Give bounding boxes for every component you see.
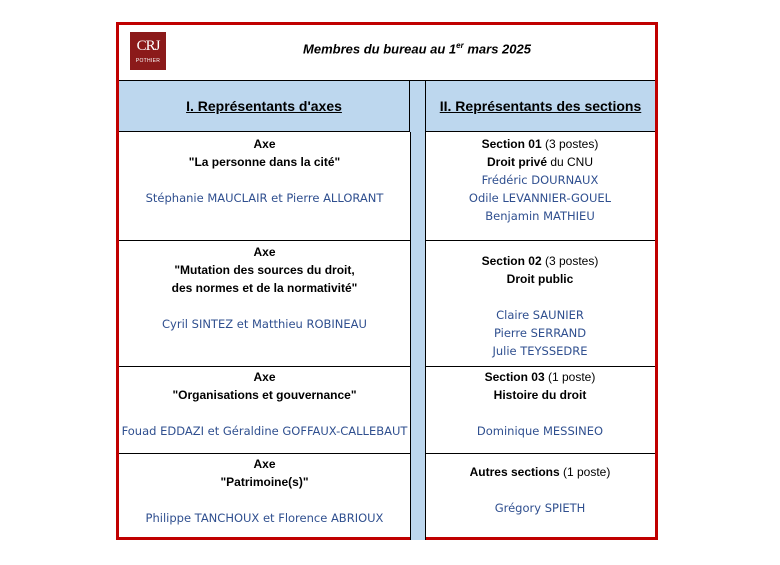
axe-cell: Axe "Mutation des sources du droit, des normes et de la normativité" Cyril SINTEZ et Matthieu ROBINEAU xyxy=(119,243,410,333)
axe-cell: Axe "La personne dans la cité" Stéphanie MAUCLAIR et Pierre ALLORANT xyxy=(119,135,410,207)
section-cell: Section 01 (3 postes) Droit privé du CNU Frédéric DOURNAUX Odile LEVANNIER-GOUEL Benjamin MATHIEU xyxy=(425,135,655,225)
axe-members: Fouad EDDAZI et Géraldine GOFFAUX-CALLEBAUT xyxy=(121,424,408,438)
page-title: Membres du bureau au 1er mars 2025 xyxy=(303,41,531,57)
bureau-table xyxy=(116,22,658,540)
row-divider xyxy=(425,240,655,241)
section-member: Claire SAUNIER xyxy=(496,308,584,322)
section-cell: Section 02 (3 postes) Droit public Claire SAUNIER Pierre SERRAND Julie TEYSSEDRE xyxy=(425,252,655,360)
axe-cell: Axe "Organisations et gouvernance" Fouad EDDAZI et Géraldine GOFFAUX-CALLEBAUT xyxy=(119,368,410,440)
section-cell: Autres sections (1 poste) Grégory SPIETH xyxy=(425,463,655,517)
row-divider xyxy=(119,240,410,241)
section-member: Dominique MESSINEO xyxy=(476,424,604,438)
row-divider xyxy=(119,453,410,454)
section-member: Frédéric DOURNAUX xyxy=(481,173,599,187)
section-member: Pierre SERRAND xyxy=(493,326,587,340)
axe-members: Philippe TANCHOUX et Florence ABRIOUX xyxy=(145,511,384,525)
row-divider xyxy=(425,453,655,454)
section-cell: Section 03 (1 poste) Histoire du droit Dominique MESSINEO xyxy=(425,368,655,440)
row-divider xyxy=(119,366,410,367)
axe-cell: Axe "Patrimoine(s)" Philippe TANCHOUX et Florence ABRIOUX xyxy=(119,455,410,527)
column-separator xyxy=(410,81,425,540)
section-member: Benjamin MATHIEU xyxy=(485,209,595,223)
axe-members: Stéphanie MAUCLAIR et Pierre ALLORANT xyxy=(145,191,384,205)
crj-logo: CRJ POTHIER xyxy=(130,32,166,70)
section-member: Grégory SPIETH xyxy=(494,501,586,515)
axe-members: Cyril SINTEZ et Matthieu ROBINEAU xyxy=(162,317,367,331)
left-column-border xyxy=(410,132,411,540)
header-sections: II. Représentants des sections xyxy=(425,81,655,132)
section-member: Julie TEYSSEDRE xyxy=(492,344,588,358)
section-member: Odile LEVANNIER-GOUEL xyxy=(468,191,612,205)
header-axes: I. Représentants d'axes xyxy=(119,81,410,132)
title-row xyxy=(119,25,655,81)
row-divider xyxy=(425,366,655,367)
